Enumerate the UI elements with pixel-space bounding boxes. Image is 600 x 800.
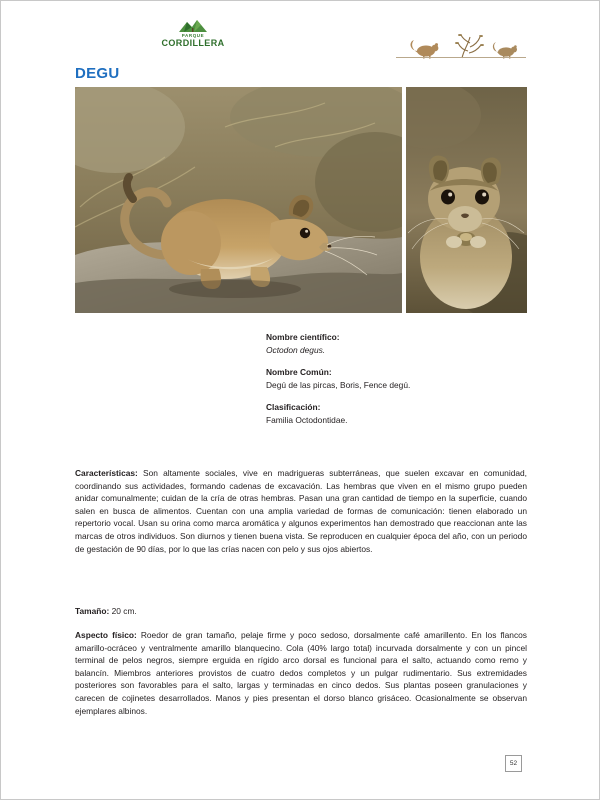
rodent-and-branch-decoration-icon <box>396 33 531 59</box>
fact-common-name <box>266 366 536 391</box>
logo-main-text: CORDILLERA <box>161 38 225 48</box>
page-header <box>1 19 600 53</box>
section-label: Tamaño: <box>75 606 110 616</box>
degu-front-face-photo <box>406 87 527 313</box>
fact-value: Familia Octodontidae. <box>266 414 348 425</box>
fact-label: Clasificación: <box>266 402 321 412</box>
section-label: Aspecto físico: <box>75 630 137 640</box>
section-text: 20 cm. <box>109 606 137 616</box>
fact-label: Nombre científico: <box>266 332 340 342</box>
logo-small-text: PARQUE <box>181 33 205 38</box>
page-title: DEGU <box>75 65 120 82</box>
fact-value: Octodon degus. <box>266 344 326 355</box>
fact-label: Nombre Común: <box>266 367 332 377</box>
fact-classification <box>266 401 536 426</box>
section-text: Roedor de gran tamaño, pelaje firme y poco sedoso, dorsalmente café amarillento. En los flancos amarillo-ocráceo y ventralmente amarillo blanquecino. Cola (40% largo total) incurvada dorsalmente y con un pincel terminal de pelos negros, siempre erguida en rígido arco dorsal es funcional para el salto, actuando como remo y balancín. Miembros anteriores provistos de cuatro dedos completos y un pulgar rudimentario. Sus extremidades posteriores son favorables para el salto, largas y terminadas en cinco dedos. Sus plantas poseen granulaciones y carecen de cojinetes desarrollados. Manos y pies presentan el dorso blanco grisáceo. Ocasionalmente se observan ejemplares albinos. <box>75 630 527 716</box>
section-caracteristicas <box>75 467 527 555</box>
fact-value: Degú de las pircas, Boris, Fence degú. <box>266 379 411 390</box>
section-aspecto-fisico <box>75 629 527 717</box>
page-number: 52 <box>505 755 522 772</box>
parque-cordillera-logo <box>149 19 237 49</box>
mountain-tree-logo-icon <box>149 19 237 33</box>
fact-scientific-name <box>266 331 536 356</box>
photo-group <box>75 87 527 313</box>
degu-full-body-photo <box>75 87 402 313</box>
section-text: Son altamente sociales, vive en madrigueras subterráneas, que suelen excavar en comunidad, coordinando sus actividades, formando cadenas de excavación. Las hembras que viven en el mismo grupo pueden anidar comunalmente; cuidan de la cría de otras hembras. Pasan una gran cantidad de tiempo en la superficie, cuando salen en busca de alimentos. Cuentan con una amplia variedad de formas de comunicación: tienen elaborado un repertorio vocal. Usan su orina como marca aromática y algunos experimentos han demostrado que reaccionan ante las marcas de otros individuos. Son diurnos y tienen buena vista. Se reproducen en cualquier época del año, con un periodo de gestación de 90 días, por lo que las crías nacen con pelo y sus ojos abiertos. <box>75 468 527 554</box>
header-divider <box>396 57 526 58</box>
species-facts <box>266 331 536 436</box>
section-tamano <box>75 605 527 618</box>
section-label: Características: <box>75 468 138 478</box>
